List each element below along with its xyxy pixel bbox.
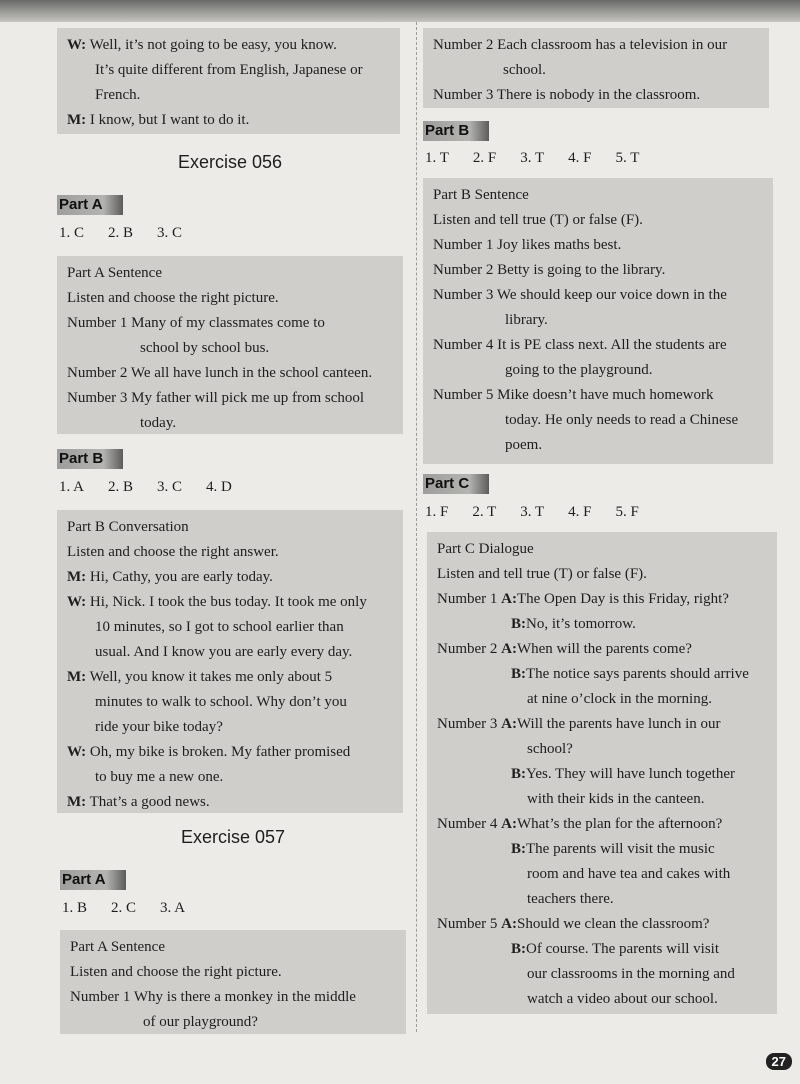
answer-item: 3. C	[157, 479, 183, 495]
dialog-box-continued	[57, 28, 400, 134]
transcript-line: Number 1 Joy likes maths best.	[433, 237, 622, 253]
dialog-text: No, it’s tomorrow.	[526, 616, 636, 632]
dialog-text: The notice says parents should arrive	[526, 666, 749, 682]
transcript-instruction: Listen and choose the right picture.	[70, 964, 282, 980]
item-number: Number 4	[437, 816, 498, 832]
answer-key	[62, 900, 209, 917]
dialog-text: The parents will visit the music	[526, 841, 715, 857]
speaker-label: B:	[511, 841, 526, 857]
dialog-text: minutes to walk to school. Why don’t you	[95, 694, 347, 710]
answer-item: 3. A	[160, 900, 186, 916]
exercise-title: Exercise 057	[180, 827, 286, 847]
speaker-label: A:	[501, 916, 517, 932]
answer-item: 4. D	[206, 479, 232, 495]
speaker-label: A:	[501, 641, 517, 657]
dialog-text: Well, it’s not going to be easy, you know.	[89, 37, 337, 53]
transcript-heading: Part A Sentence	[67, 265, 162, 281]
dialog-text: When will the parents come?	[516, 641, 692, 657]
speaker-label: M:	[67, 112, 87, 128]
dialog-text: watch a video about our school.	[527, 991, 718, 1007]
answer-item: 1. C	[59, 225, 85, 241]
transcript-box-continued	[423, 28, 769, 108]
item-number: Number 2	[437, 641, 498, 657]
answer-item: 1. A	[59, 479, 85, 495]
part-a-tag: Part A	[57, 195, 123, 215]
answer-item: 2. F	[472, 150, 497, 166]
dialog-text: room and have tea and cakes with	[527, 866, 731, 882]
speaker-label: A:	[501, 591, 517, 607]
dialog-text: ride your bike today?	[95, 719, 223, 735]
transcript-box	[57, 510, 403, 813]
transcript-line: Number 4 It is PE class next. All the students are	[433, 337, 727, 353]
transcript-line: Number 5 Mike doesn’t have much homework	[433, 387, 714, 403]
speaker-label: M:	[67, 794, 87, 810]
answer-item: 5. F	[615, 504, 639, 520]
answer-key	[425, 150, 663, 167]
item-number: Number 1	[437, 591, 498, 607]
transcript-line: school.	[503, 62, 546, 78]
transcript-line: Number 1 Many of my classmates come to	[67, 315, 325, 331]
speaker-label: M:	[67, 569, 87, 585]
dialog-text: school?	[527, 741, 573, 757]
answer-item: 3. T	[520, 504, 545, 520]
answer-item: 3. T	[520, 150, 545, 166]
dialog-text: What’s the plan for the afternoon?	[516, 816, 723, 832]
exercise-title: Exercise 056	[177, 152, 283, 172]
transcript-line: today.	[140, 415, 177, 431]
dialog-text: Hi, Cathy, you are early today.	[89, 569, 273, 585]
answer-item: 2. T	[472, 504, 497, 520]
transcript-line: Number 2 Betty is going to the library.	[433, 262, 666, 278]
transcript-instruction: Listen and choose the right picture.	[67, 290, 279, 306]
speaker-label: M:	[67, 669, 87, 685]
transcript-heading: Part A Sentence	[70, 939, 165, 955]
part-a-tag: Part A	[60, 870, 126, 890]
answer-item: 1. B	[62, 900, 88, 916]
transcript-line: today. He only needs to read a Chinese	[505, 412, 739, 428]
page-top-band	[0, 0, 800, 22]
answer-item: 1. F	[425, 504, 449, 520]
transcript-line: going to the playground.	[505, 362, 653, 378]
transcript-line: Number 3 There is nobody in the classroom.	[433, 87, 701, 103]
dialog-text: Oh, my bike is broken. My father promised	[89, 744, 351, 760]
transcript-line: Number 3 We should keep our voice down in the	[433, 287, 727, 303]
part-c-tag: Part C	[423, 474, 489, 494]
dialog-text: teachers there.	[527, 891, 614, 907]
transcript-line: Number 3 My father will pick me up from school	[67, 390, 365, 406]
answer-item: 5. T	[615, 150, 640, 166]
transcript-instruction: Listen and tell true (T) or false (F).	[433, 212, 643, 228]
transcript-line: library.	[505, 312, 548, 328]
answer-key	[59, 225, 206, 242]
speaker-label: W:	[67, 744, 87, 760]
transcript-box	[427, 532, 777, 1014]
dialog-text: usual. And I know you are early every day.	[95, 644, 353, 660]
answer-item: 3. C	[157, 225, 183, 241]
answer-item: 2. B	[108, 225, 134, 241]
part-b-tag: Part B	[57, 449, 123, 469]
dialog-text: Will the parents have lunch in our	[516, 716, 721, 732]
speaker-label: A:	[501, 816, 517, 832]
transcript-instruction: Listen and tell true (T) or false (F).	[437, 566, 647, 582]
answer-item: 4. F	[568, 150, 592, 166]
dialog-text: Should we clean the classroom?	[516, 916, 710, 932]
transcript-box	[423, 178, 773, 464]
item-number: Number 3	[437, 716, 498, 732]
answer-item: 4. F	[568, 504, 592, 520]
answer-item: 1. T	[425, 150, 449, 166]
dialog-text: The Open Day is this Friday, right?	[516, 591, 729, 607]
transcript-line: poem.	[505, 437, 543, 453]
dialog-text: Of course. The parents will visit	[526, 941, 720, 957]
dialog-text: Hi, Nick. I took the bus today. It took me only	[89, 594, 367, 610]
dialog-text: at nine o’clock in the morning.	[527, 691, 712, 707]
answer-key	[59, 479, 256, 496]
speaker-label: W:	[67, 594, 87, 610]
transcript-box	[57, 256, 403, 434]
dialog-text: It’s quite different from English, Japanese or	[95, 62, 363, 78]
answer-item: 2. B	[108, 479, 134, 495]
dialog-text: Well, you know it takes me only about 5	[89, 669, 333, 685]
dialog-text: to buy me a new one.	[95, 769, 224, 785]
transcript-heading: Part C Dialogue	[437, 541, 534, 557]
transcript-instruction: Listen and choose the right answer.	[67, 544, 279, 560]
dialog-text: That’s a good news.	[89, 794, 210, 810]
dialog-text: French.	[95, 87, 141, 103]
page-number: 27	[766, 1053, 792, 1070]
speaker-label: B:	[511, 941, 526, 957]
transcript-line: Number 2 Each classroom has a television in our	[433, 37, 728, 53]
transcript-line: Number 2 We all have lunch in the school canteen.	[67, 365, 373, 381]
speaker-label: A:	[501, 716, 517, 732]
transcript-line: Number 1 Why is there a monkey in the middle	[70, 989, 356, 1005]
speaker-label: B:	[511, 766, 526, 782]
transcript-line: of our playground?	[143, 1014, 258, 1030]
transcript-box	[60, 930, 406, 1034]
dialog-text: our classrooms in the morning and	[527, 966, 735, 982]
answer-item: 2. C	[111, 900, 137, 916]
dialog-text: with their kids in the canteen.	[527, 791, 705, 807]
speaker-label: W:	[67, 37, 87, 53]
part-b-tag: Part B	[423, 121, 489, 141]
transcript-heading: Part B Conversation	[67, 519, 189, 535]
dialog-text: I know, but I want to do it.	[89, 112, 250, 128]
speaker-label: B:	[511, 616, 526, 632]
dialog-text: Yes. They will have lunch together	[526, 766, 735, 782]
item-number: Number 5	[437, 916, 498, 932]
column-divider	[416, 22, 417, 1032]
dialog-text: 10 minutes, so I got to school earlier than	[95, 619, 344, 635]
speaker-label: B:	[511, 666, 526, 682]
answer-key	[425, 504, 663, 521]
transcript-heading: Part B Sentence	[433, 187, 529, 203]
transcript-line: school by school bus.	[140, 340, 270, 356]
